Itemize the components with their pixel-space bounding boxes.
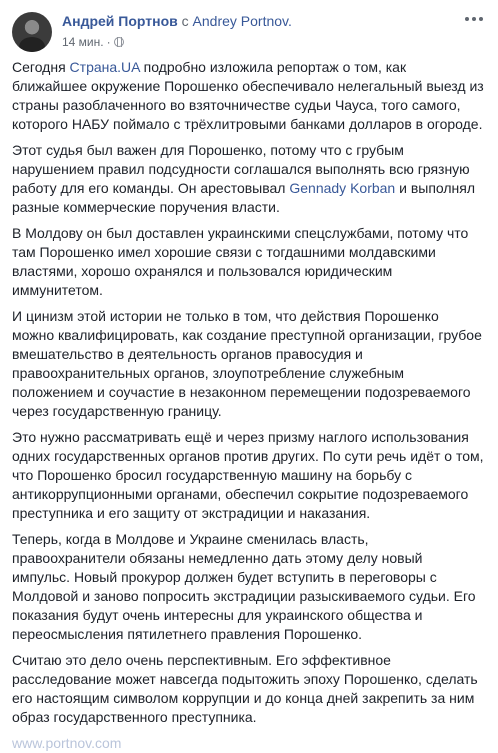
time-separator: ·: [106, 35, 111, 49]
author-name[interactable]: Андрей Портнов: [62, 13, 178, 29]
paragraph-text: Считаю это дело очень перспективным. Его эффективное расследование может навсегда подытожить эпоху Порошенко, сделать его настоящим символом коррупции и до конца дней закрепить за ним образ государственного преступника.: [12, 652, 478, 725]
post-paragraph: [12, 530, 484, 644]
paragraph-text: И цинизм этой истории не только в том, что действия Порошенко можно квалифицировать, как создание преступной организации, грубое вмешательство в деятельность органов правосудия и правоохранительных органов, злоупотребление служебным положением и соучастие в незаконном перемещении подозреваемого через государственную границу.: [12, 308, 482, 419]
more-dot: [465, 17, 469, 21]
paragraph-text: Сегодня: [12, 59, 70, 75]
paragraph-text: и выполнял разные коммерческие поручения власти.: [12, 180, 476, 215]
post-paragraph: [12, 651, 484, 727]
globe-icon[interactable]: [114, 37, 124, 47]
paragraph-text: В Молдову он был доставлен украинскими спецслужбами, потому что там Порошенко имел хорошие связи с тогдашними молдавскими властями, хорошо охранялся и пользовался юридическим иммунитетом.: [12, 225, 469, 298]
paragraph-text: Этот судья был важен для Порошенко, потому что с грубым нарушением правил подсудности соглашался выполнять всю грязную работу для его команды. Он арестовывал: [12, 142, 470, 196]
more-icon[interactable]: [462, 12, 486, 26]
post-time[interactable]: 14 мин.: [62, 35, 104, 49]
post-header: [12, 12, 486, 52]
author-line: [62, 12, 456, 30]
strana-ua-link[interactable]: Страна.UA: [69, 59, 140, 75]
post-paragraph: [12, 141, 484, 217]
paragraph-text: Теперь, когда в Молдове и Украине сменилась власть, правоохранители обязаны немедленно дать этому делу новый импульс. Новый прокурор должен будет вступить в переговоры с Молдовой и заново попросить экстрадиции разыскиваемого судьи. Его показания будут очень интересны для украинского общества и переосмысления пятилетнего правления Порошенко.: [12, 531, 476, 642]
author-avatar[interactable]: [12, 12, 52, 52]
post-paragraph: [12, 428, 484, 523]
post-body: [12, 58, 484, 753]
paragraph-text: подробно изложила репортаж о том, как ближайшее окружение Порошенко обеспечивало нелегальный выезд из страны разоблаченного во взяточничестве судьи Чауса, того самого, которого НАБУ поймало с трёхлитровыми банками долларов в огороде.: [12, 59, 484, 132]
more-dot: [479, 17, 483, 21]
post-time-line: [62, 34, 456, 50]
post-paragraph: [12, 307, 484, 421]
coauthor-name[interactable]: Andrey Portnov.: [192, 13, 292, 29]
with-text: с: [181, 13, 189, 29]
more-dot: [472, 17, 476, 21]
post-paragraph: [12, 58, 484, 134]
post-meta: [62, 12, 456, 50]
gennady-korban-link[interactable]: Gennady Korban: [289, 180, 396, 196]
cut-off-link[interactable]: www.portnov.com: [12, 735, 122, 751]
paragraph-text: Это нужно рассматривать ещё и через призму наглого использования одних государственных органов против других. По сути речь идёт о том, что Порошенко бросил государственную машину на борьбу с антикоррупционными органами, обеспечил сокрытие подозреваемого преступника и его защиту от экстрадиции и наказания.: [12, 429, 484, 521]
post-paragraph: [12, 224, 484, 300]
